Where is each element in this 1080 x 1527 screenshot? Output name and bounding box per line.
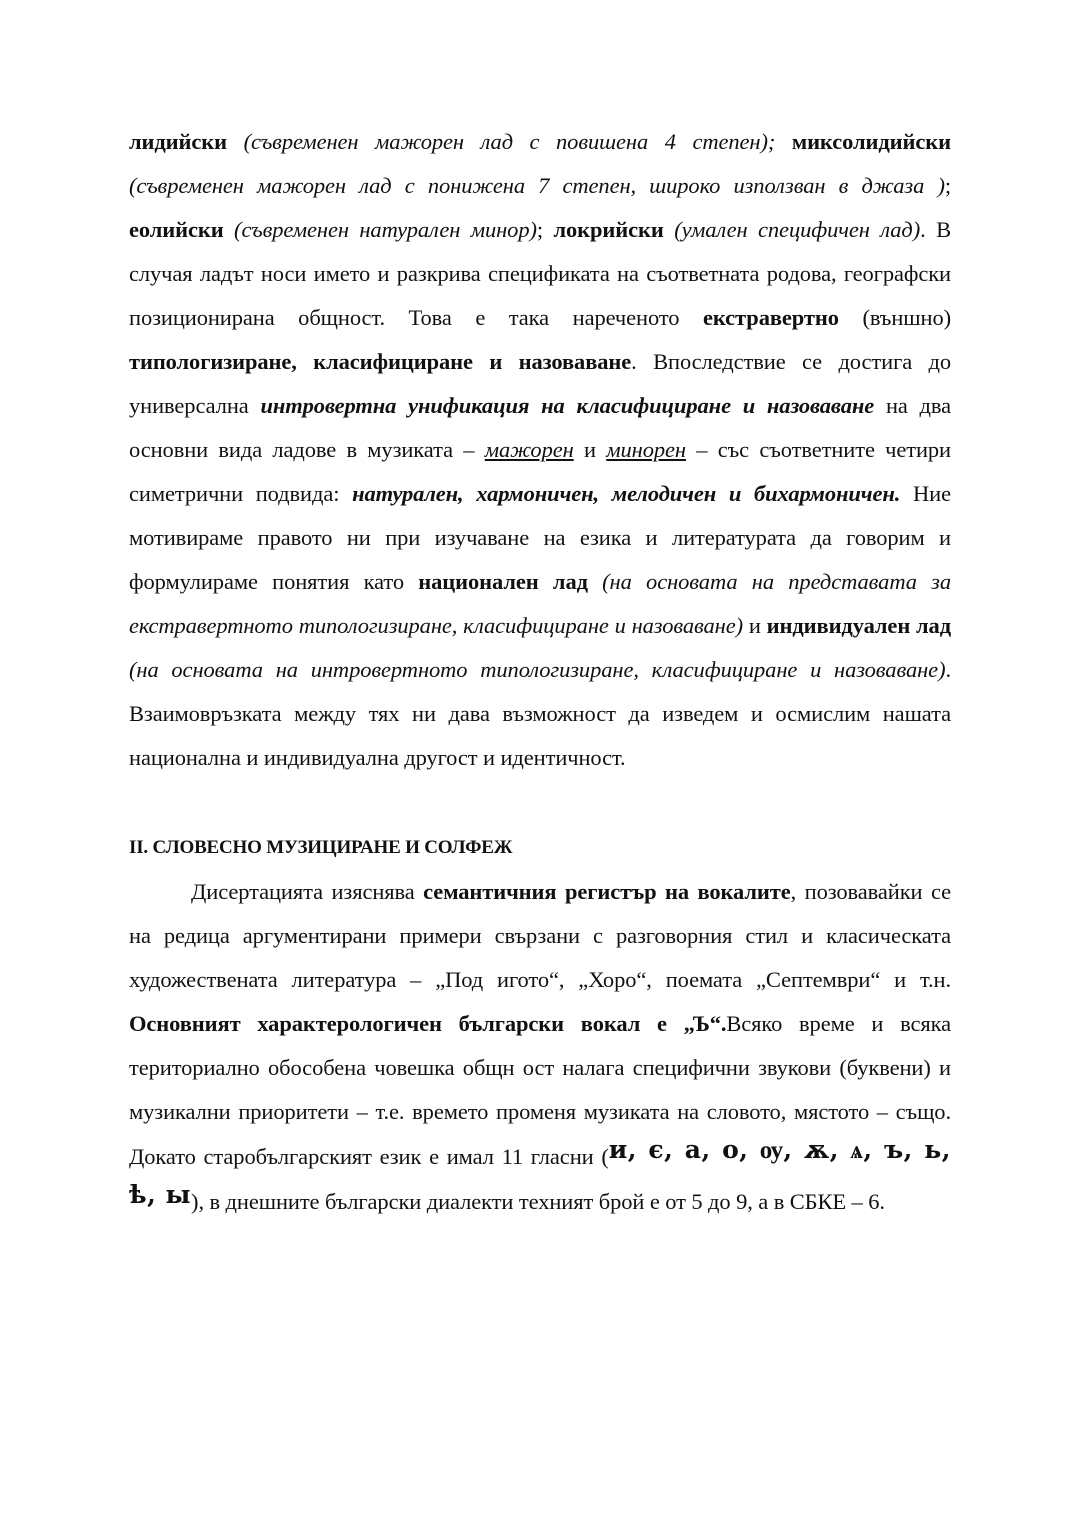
- term-minor: минорен: [606, 437, 686, 462]
- term-aeolian: еолийски: [129, 217, 224, 242]
- paragraph-vowels: [129, 870, 951, 1224]
- term-introvert-unification: интровертна унификация на класифициране и назоваване: [260, 393, 875, 418]
- term-typology: типологизиране, класифициране и назоваване: [129, 349, 632, 374]
- paragraph-modes: [129, 120, 951, 780]
- text-span: Всяко време и всяка териториално обособена човешка общн ост налага специфични звукови (буквени) и музикални приоритети – т.е. времето променя музиката на словото, мястото – също. Докато старобългарският език е имал 11 гласни (: [129, 1011, 951, 1169]
- text-span: ;: [944, 173, 951, 198]
- term-subtypes: натурален, хармоничен, мелодичен и бихармоничен.: [352, 481, 901, 506]
- text-span: (съвременен натурален минор): [223, 217, 537, 242]
- text-span: (външно): [838, 305, 951, 330]
- text-span: Ние мотивираме правото ни при изучаване на езика и литературата да говорим и формулираме понятия като: [129, 481, 951, 594]
- text-span: (умален специфичен лад): [663, 217, 921, 242]
- text-span: – със съответните четири симетрични подвида:: [129, 437, 951, 506]
- text-span: (на основата на представата за екстравертното типологизиране, класифициране и назоваване): [129, 569, 951, 638]
- term-semantic-register: семантичния регистър на вокалите: [423, 879, 791, 904]
- text-span: (на основата на интровертното типологизиране, класифициране и назоваване): [129, 657, 946, 682]
- text-span: ;: [536, 217, 554, 242]
- text-span: и: [743, 613, 767, 638]
- term-extravert: екстравертно: [702, 305, 839, 330]
- term-national-mode: национален лад: [418, 569, 588, 594]
- term-individual-mode: индивидуален лад: [766, 613, 951, 638]
- text-span: на два основни вида ладове в музиката –: [129, 393, 952, 462]
- term-locrian: локрийски: [553, 217, 664, 242]
- text-span: ), в днешните български диалекти техният брой е от 5 до 9, а в СБКЕ – 6.: [191, 1189, 885, 1214]
- text-span: (съвременен мажорен лад с понижена 7 степен, широко използван в джаза ): [129, 173, 945, 198]
- text-span: . Взаимовръзката между тях ни дава възможност да изведем и осмислим нашата национална и индивидуална другост и идентичност.: [129, 657, 951, 770]
- term-mixolydian: миксолидийски: [791, 129, 951, 154]
- text-span: Дисертацията изяснява: [191, 879, 424, 904]
- section-heading: II. СЛОВЕСНО МУЗИЦИРАНЕ И СОЛФЕЖ: [129, 837, 513, 858]
- text-span: . В случая ладът носи името и разкрива спецификата на съответната родова, географски позиционирана общност. Това е така нареченото: [129, 217, 951, 330]
- text-span: и: [573, 437, 607, 462]
- text-span: (съвременен мажорен лад с повишена 4 степен);: [227, 129, 792, 154]
- term-characteristic-vocal: Основният характерологичен български вокал е „Ъ“.: [129, 1011, 727, 1036]
- text-span: . Впоследствие се достига до универсална: [129, 349, 952, 418]
- page-content: [129, 120, 951, 1224]
- term-major: мажорен: [484, 437, 574, 462]
- term-lydian: лидийски: [129, 129, 228, 154]
- text-span: , позовавайки се на редица аргументирани примери свързани с разговорния стил и класическата художествената литература – „Под игото“, „Хоро“, поемата „Септември“ и т.н.: [129, 879, 951, 992]
- old-bulgarian-vowels-image: и, є, а, о, ѹ, ѫ, ѧ, ъ, ь, ѣ, ы: [129, 1135, 951, 1209]
